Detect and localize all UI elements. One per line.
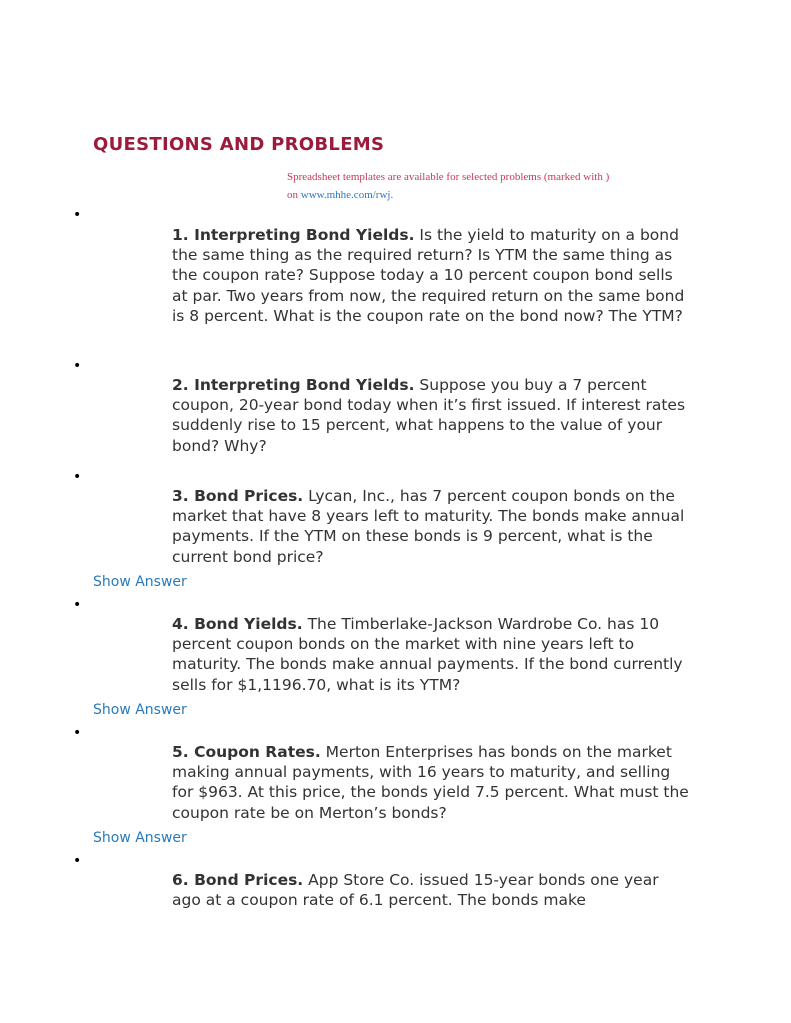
problem-body: Lycan, Inc., has 7 percent coupon bonds on the market that have 8 years left to maturity. The bonds make annual payments. If the YTM on these bonds is 9 percent, what is the current bond price?: [172, 487, 685, 566]
problem-title: 5. Coupon Rates.: [172, 743, 321, 761]
problem-title: 3. Bond Prices.: [172, 487, 304, 505]
mhhe-link[interactable]: www.mhhe.com/rwj: [300, 189, 391, 201]
problem-body: Merton Enterprises has bonds on the market making annual payments, with 16 years to maturity, and selling for $963. At this price, the bonds yield 7.5 percent. What must the coupon rate be on Merton’s bonds?: [172, 743, 689, 822]
show-answer-link[interactable]: Show Answer: [93, 830, 187, 846]
bullet-icon: •: [73, 597, 82, 613]
problem-title: 1. Interpreting Bond Yields.: [172, 226, 415, 244]
problem-text: [172, 870, 692, 910]
problem-text: [172, 375, 692, 456]
note-on: on: [287, 189, 301, 201]
note-text: Spreadsheet templates are available for selected problems (marked with ): [287, 171, 610, 183]
problem-body: The Timberlake-Jackson Wardrobe Co. has 10 percent coupon bonds on the market with nine years left to maturity. The bonds make annual payments. If the bond currently sells for $1,1196.70, what is its YTM?: [172, 615, 683, 694]
section-heading: QUESTIONS AND PROBLEMS: [93, 134, 385, 155]
bullet-icon: •: [73, 207, 82, 223]
problem-text: [172, 742, 692, 823]
bullet-icon: •: [73, 469, 82, 485]
show-answer-link[interactable]: Show Answer: [93, 574, 187, 590]
bullet-icon: •: [73, 725, 82, 741]
note-end: .: [390, 189, 394, 201]
show-answer-link[interactable]: Show Answer: [93, 702, 187, 718]
problem-body: Suppose you buy a 7 percent coupon, 20-year bond today when it’s first issued. If interest rates suddenly rise to 15 percent, what happens to the value of your bond? Why?: [172, 376, 686, 455]
problem-text: [172, 614, 692, 695]
spreadsheet-note: [287, 168, 687, 204]
problem-title: 2. Interpreting Bond Yields.: [172, 376, 415, 394]
problem-text: [172, 225, 692, 326]
problem-title: 6. Bond Prices.: [172, 871, 304, 889]
problem-title: 4. Bond Yields.: [172, 615, 303, 633]
problem-body: Is the yield to maturity on a bond the same thing as the required return? Is YTM the same thing as the coupon rate? Suppose today a 10 percent coupon bond sells at par. Two years from now, the required return on the same bond is 8 percent. What is the coupon rate on the bond now? The YTM?: [172, 226, 685, 325]
problem-text: [172, 486, 692, 567]
problem-body: App Store Co. issued 15-year bonds one year ago at a coupon rate of 6.1 percent. The bonds make: [172, 871, 659, 910]
bullet-icon: •: [73, 853, 82, 869]
bullet-icon: •: [73, 358, 82, 374]
